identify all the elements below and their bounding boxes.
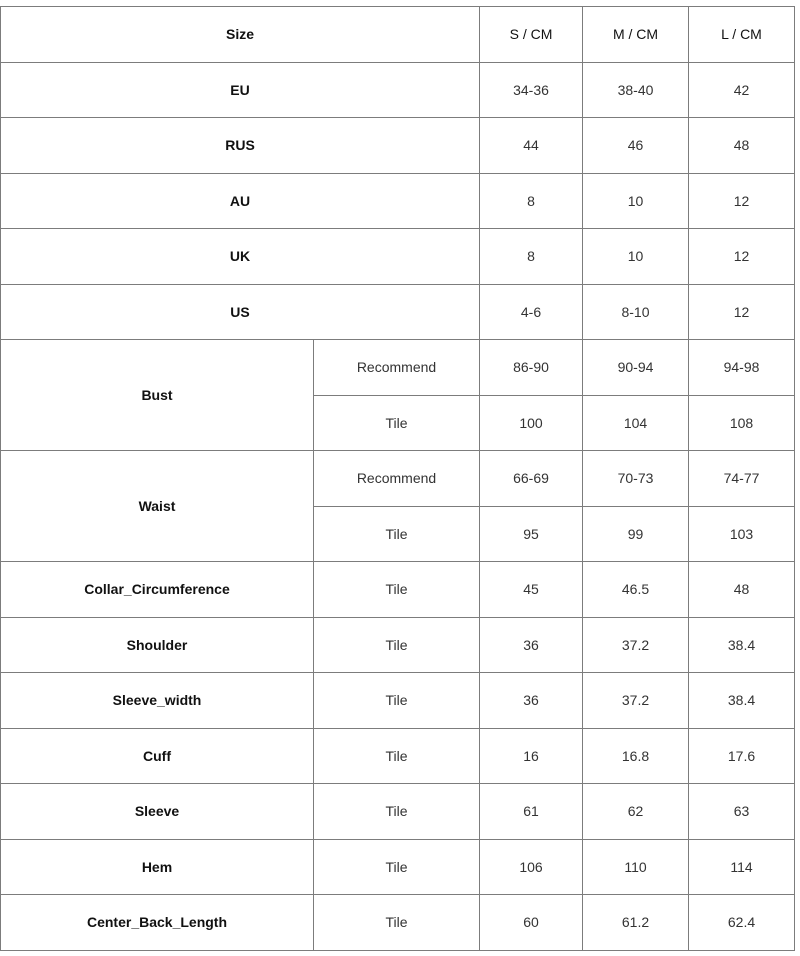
measurement-label: Collar_Circumference [1,562,314,618]
size-value-cell: 4-6 [480,284,583,340]
measurement-value-cell: 17.6 [689,728,795,784]
measurement-value-cell: 99 [583,506,689,562]
size-s-header: S / CM [480,7,583,63]
measurement-value-cell: 95 [480,506,583,562]
measurement-type: Tile [314,506,480,562]
measurement-value-cell: 104 [583,395,689,451]
measurement-value-cell: 16.8 [583,728,689,784]
size-value-cell: 8-10 [583,284,689,340]
size-value-cell: 46 [583,118,689,174]
measurement-row [1,839,795,895]
size-value-cell: 8 [480,229,583,285]
size-system-row [1,229,795,285]
measurement-type: Tile [314,673,480,729]
size-header-cell: Size [1,7,480,63]
measurement-value-cell: 66-69 [480,451,583,507]
measurement-label: Center_Back_Length [1,895,314,951]
size-value-cell: 48 [689,118,795,174]
measurement-value-cell: 61.2 [583,895,689,951]
measurement-value-cell: 100 [480,395,583,451]
measurement-value-cell: 36 [480,617,583,673]
size-system-row [1,173,795,229]
measurement-value-cell: 106 [480,839,583,895]
measurement-label: Cuff [1,728,314,784]
measurement-type: Tile [314,784,480,840]
measurement-value-cell: 16 [480,728,583,784]
measurement-type: Tile [314,728,480,784]
size-value-cell: 12 [689,284,795,340]
measurement-type: Tile [314,839,480,895]
size-value-cell: 8 [480,173,583,229]
measurement-row [1,617,795,673]
measurement-value-cell: 110 [583,839,689,895]
measurement-row [1,728,795,784]
measurement-label: Sleeve [1,784,314,840]
size-system-label: RUS [1,118,480,174]
measurement-row [1,451,795,507]
size-system-label: UK [1,229,480,285]
measurement-value-cell: 45 [480,562,583,618]
measurement-type: Tile [314,395,480,451]
measurement-label: Waist [1,451,314,562]
size-value-cell: 34-36 [480,62,583,118]
measurement-value-cell: 94-98 [689,340,795,396]
size-value-cell: 12 [689,229,795,285]
measurement-value-cell: 114 [689,839,795,895]
measurement-value-cell: 90-94 [583,340,689,396]
size-value-cell: 10 [583,229,689,285]
header-row [1,7,795,63]
measurement-label: Hem [1,839,314,895]
size-chart-table [0,6,795,951]
measurement-value-cell: 38.4 [689,673,795,729]
measurement-label: Sleeve_width [1,673,314,729]
size-system-row [1,284,795,340]
measurement-type: Tile [314,562,480,618]
measurement-label: Bust [1,340,314,451]
measurement-value-cell: 61 [480,784,583,840]
measurement-value-cell: 36 [480,673,583,729]
measurement-row [1,340,795,396]
measurement-value-cell: 38.4 [689,617,795,673]
measurement-value-cell: 62 [583,784,689,840]
measurement-value-cell: 63 [689,784,795,840]
size-system-row [1,118,795,174]
measurement-type: Tile [314,617,480,673]
measurement-value-cell: 46.5 [583,562,689,618]
measurement-value-cell: 74-77 [689,451,795,507]
measurement-value-cell: 48 [689,562,795,618]
measurement-type: Tile [314,895,480,951]
measurement-row [1,673,795,729]
size-m-header: M / CM [583,7,689,63]
size-value-cell: 42 [689,62,795,118]
measurement-value-cell: 70-73 [583,451,689,507]
measurement-type: Recommend [314,340,480,396]
measurement-value-cell: 60 [480,895,583,951]
size-system-label: US [1,284,480,340]
measurement-value-cell: 86-90 [480,340,583,396]
measurement-row [1,895,795,951]
size-system-label: AU [1,173,480,229]
measurement-type: Recommend [314,451,480,507]
measurement-value-cell: 62.4 [689,895,795,951]
measurement-value-cell: 37.2 [583,673,689,729]
measurement-value-cell: 103 [689,506,795,562]
size-value-cell: 38-40 [583,62,689,118]
size-system-row [1,62,795,118]
size-value-cell: 10 [583,173,689,229]
measurement-label: Shoulder [1,617,314,673]
size-value-cell: 12 [689,173,795,229]
size-value-cell: 44 [480,118,583,174]
size-system-label: EU [1,62,480,118]
measurement-row [1,562,795,618]
size-l-header: L / CM [689,7,795,63]
measurement-row [1,784,795,840]
measurement-value-cell: 108 [689,395,795,451]
measurement-value-cell: 37.2 [583,617,689,673]
